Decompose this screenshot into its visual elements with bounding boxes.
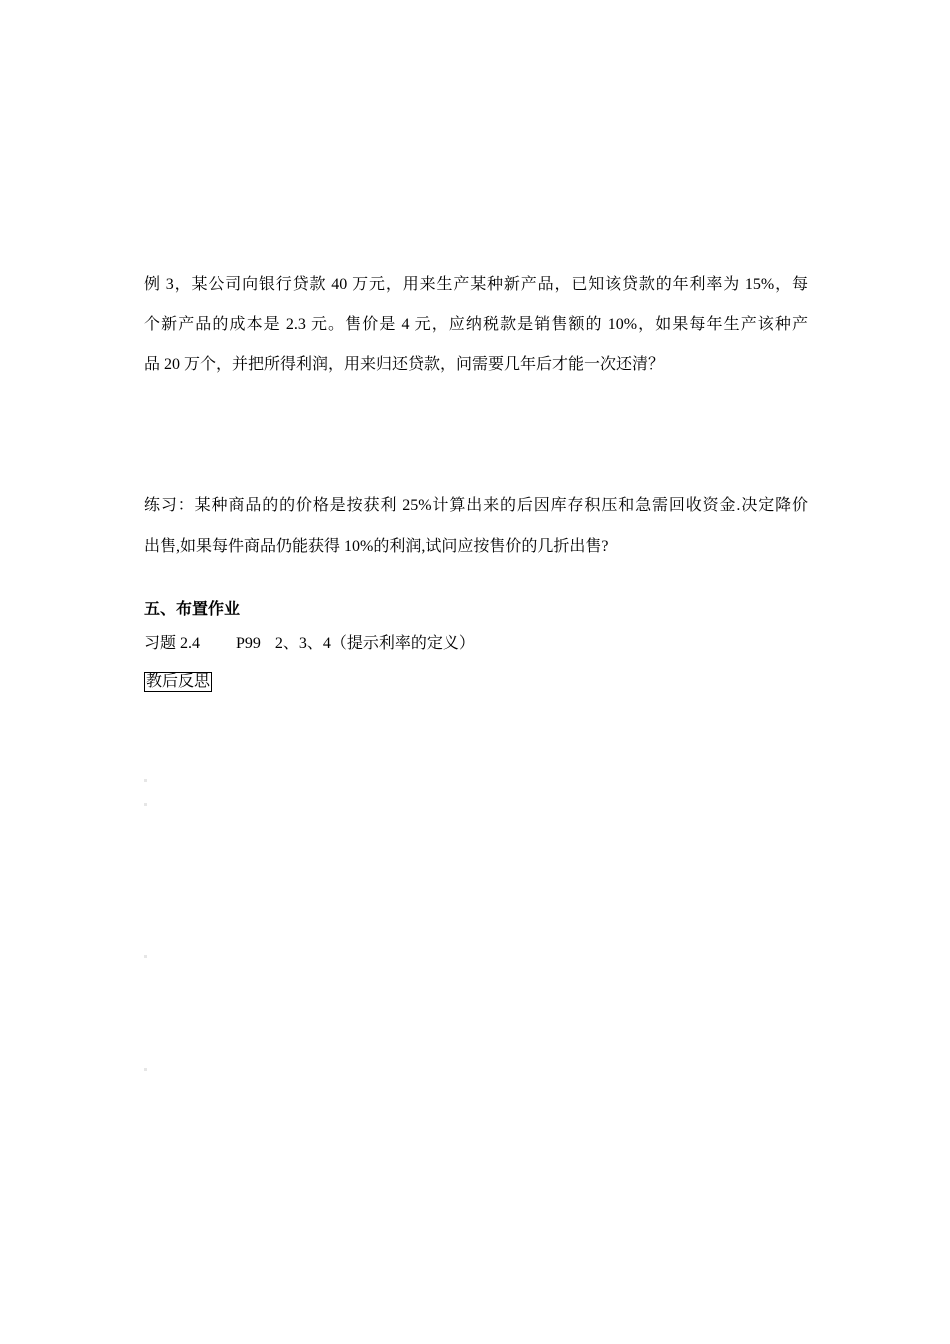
faint-mark bbox=[144, 803, 147, 806]
example-3-line-2: 个新产品的成本是 2.3 元。售价是 4 元，应纳税款是销售额的 10%，如果每年生产该种产 bbox=[144, 316, 808, 333]
faint-mark bbox=[144, 1068, 147, 1071]
example-3-paragraph bbox=[144, 275, 808, 395]
example-3-line-1: 例 3，某公司向银行贷款 40 万元，用来生产某种新产品，已知该贷款的年利率为 15%，每 bbox=[144, 276, 808, 293]
homework-exercise-label: 习题 2.4 bbox=[144, 635, 201, 652]
reflection-box-label: 教后反思 bbox=[146, 673, 211, 690]
section-heading-homework: 五、布置作业 bbox=[144, 599, 241, 618]
practice-line-1: 练习：某种商品的的价格是按获利 25%计算出来的后因库存积压和急需回收资金.决定降价 bbox=[144, 497, 808, 514]
example-3-line-3: 品 20 万个，并把所得利润，用来归还贷款，问需要几年后才能一次还清？ bbox=[144, 356, 665, 373]
practice-line-2: 出售,如果每件商品仍能获得 10%的利润,试问应按售价的几折出售? bbox=[144, 538, 609, 555]
homework-line bbox=[144, 634, 475, 654]
homework-page: P99 bbox=[236, 635, 261, 652]
homework-items: 2、3、4（提示利率的定义） bbox=[274, 635, 475, 652]
faint-mark bbox=[144, 779, 147, 782]
practice-paragraph bbox=[144, 496, 808, 578]
faint-mark bbox=[144, 955, 147, 958]
